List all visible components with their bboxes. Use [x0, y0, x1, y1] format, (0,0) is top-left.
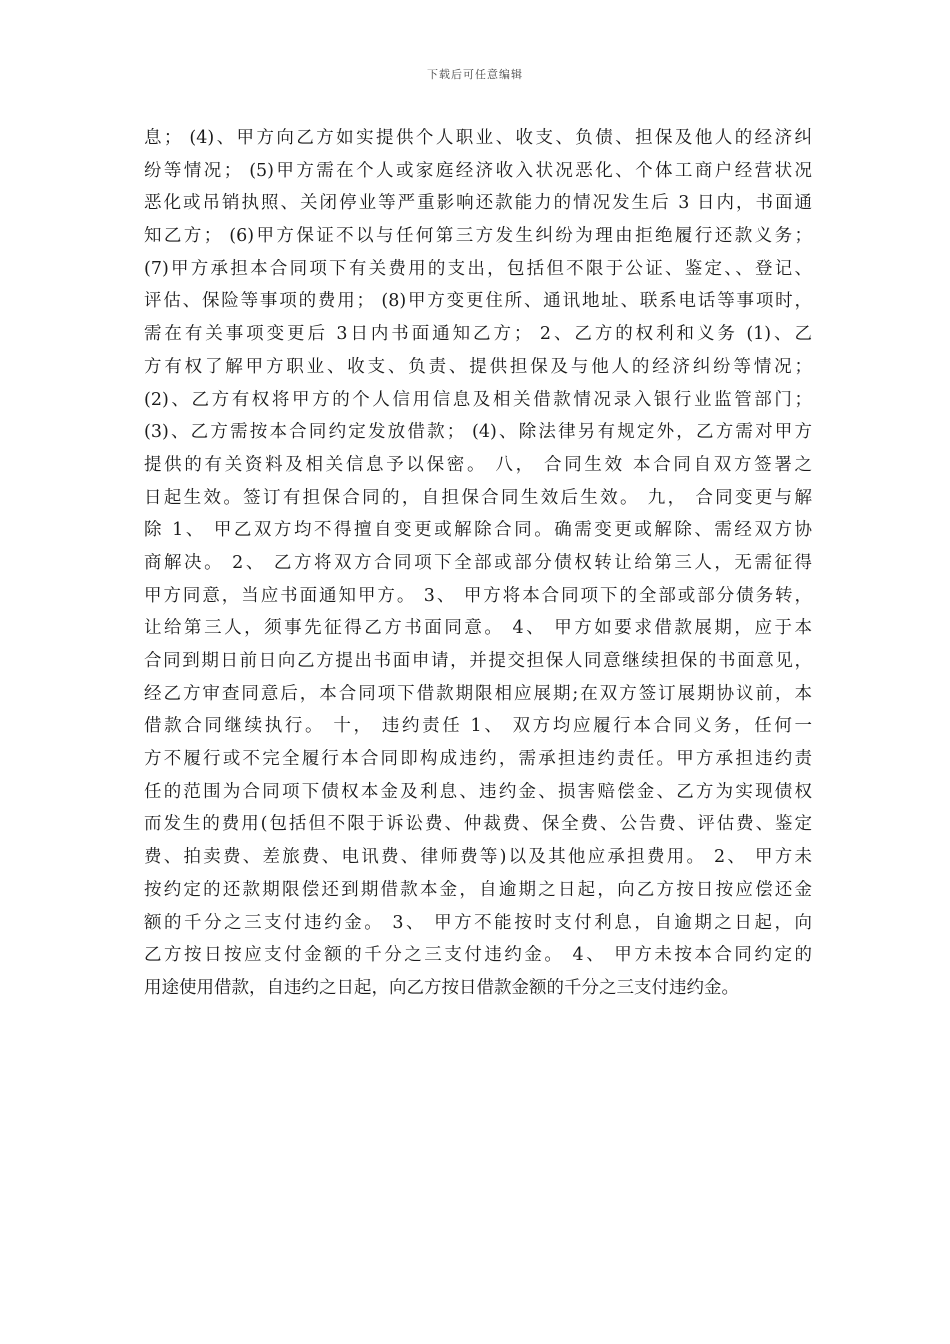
document-body [144, 122, 812, 1005]
text-line: 借款合同继续执行。 十， 违约责任 1、 双方均应履行本合同义务，任何一 [144, 716, 812, 737]
text-line: 恶化或吊销执照、关闭停业等严重影响还款能力的情况发生后 3 日内，书面通 [144, 193, 812, 214]
text-line: 额的千分之三支付违约金。 3、 甲方不能按时支付利息，自逾期之日起，向 [144, 912, 812, 933]
text-line: 除 1、 甲乙双方均不得擅自变更或解除合同。确需变更或解除、需经双方协 [144, 520, 812, 541]
text-line: 甲方同意，当应书面通知甲方。 3、 甲方将本合同项下的全部或部分债务转， [144, 585, 812, 606]
text-line: 经乙方审查同意后，本合同项下借款期限相应展期;在双方签订展期协议前，本 [144, 683, 812, 704]
text-line: (7)甲方承担本合同项下有关费用的支出，包括但不限于公证、鉴定、、登记、 [144, 258, 812, 279]
text-line: 方不履行或不完全履行本合同即构成违约，需承担违约责任。甲方承担违约责 [144, 749, 812, 770]
text-line: 提供的有关资料及相关信息予以保密。 八， 合同生效 本合同自双方签署之 [144, 454, 812, 475]
text-line: 合同到期日前日向乙方提出书面申请，并提交担保人同意继续担保的书面意见， [144, 651, 812, 671]
text-line: 让给第三人，须事先征得乙方书面同意。 4、 甲方如要求借款展期，应于本 [144, 618, 812, 639]
text-line: 费、拍卖费、差旅费、电讯费、律师费等)以及其他应承担费用。 2、 甲方未 [144, 847, 812, 868]
text-line: 日起生效。签订有担保合同的，自担保合同生效后生效。 九， 合同变更与解 [144, 487, 812, 508]
text-line: 需在有关事项变更后 3日内书面通知乙方； 2、乙方的权利和义务 (1)、乙 [144, 324, 812, 345]
text-line: 知乙方； (6)甲方保证不以与任何第三方发生纠纷为理由拒绝履行还款义务； [144, 226, 812, 247]
text-line: 用途使用借款，自违约之日起，向乙方按日借款金额的千分之三支付违约金。 [144, 977, 739, 998]
text-line: 息； (4)、甲方向乙方如实提供个人职业、收支、负债、担保及他人的经济纠 [144, 128, 812, 148]
text-line: 商解决。 2、 乙方将双方合同项下全部或部分债权转让给第三人，无需征得 [144, 552, 812, 573]
header-note: 下载后可任意编辑 [427, 68, 523, 81]
text-line: 乙方按日按应支付金额的千分之三支付违约金。 4、 甲方未按本合同约定的 [144, 945, 812, 966]
text-line: 纷等情况； (5)甲方需在个人或家庭经济收入状况恶化、个体工商户经营状况 [144, 160, 812, 181]
text-line: 方有权了解甲方职业、收支、负责、提供担保及与他人的经济纠纷等情况； [144, 356, 812, 377]
text-line: (2)、乙方有权将甲方的个人信用信息及相关借款情况录入银行业监管部门； [144, 389, 812, 410]
text-line: 评估、保险等事项的费用； (8)甲方变更住所、通讯地址、联系电话等事项时， [144, 291, 812, 312]
text-line: 任的范围为合同项下债权本金及利息、违约金、损害赔偿金、乙方为实现债权 [144, 781, 812, 802]
text-line: 按约定的还款期限偿还到期借款本金，自逾期之日起，向乙方按日按应偿还金 [144, 879, 812, 900]
text-line: 而发生的费用(包括但不限于诉讼费、仲裁费、保全费、公告费、评估费、鉴定 [144, 814, 812, 835]
text-line: (3)、乙方需按本合同约定发放借款； (4)、除法律另有规定外，乙方需对甲方 [144, 422, 812, 443]
